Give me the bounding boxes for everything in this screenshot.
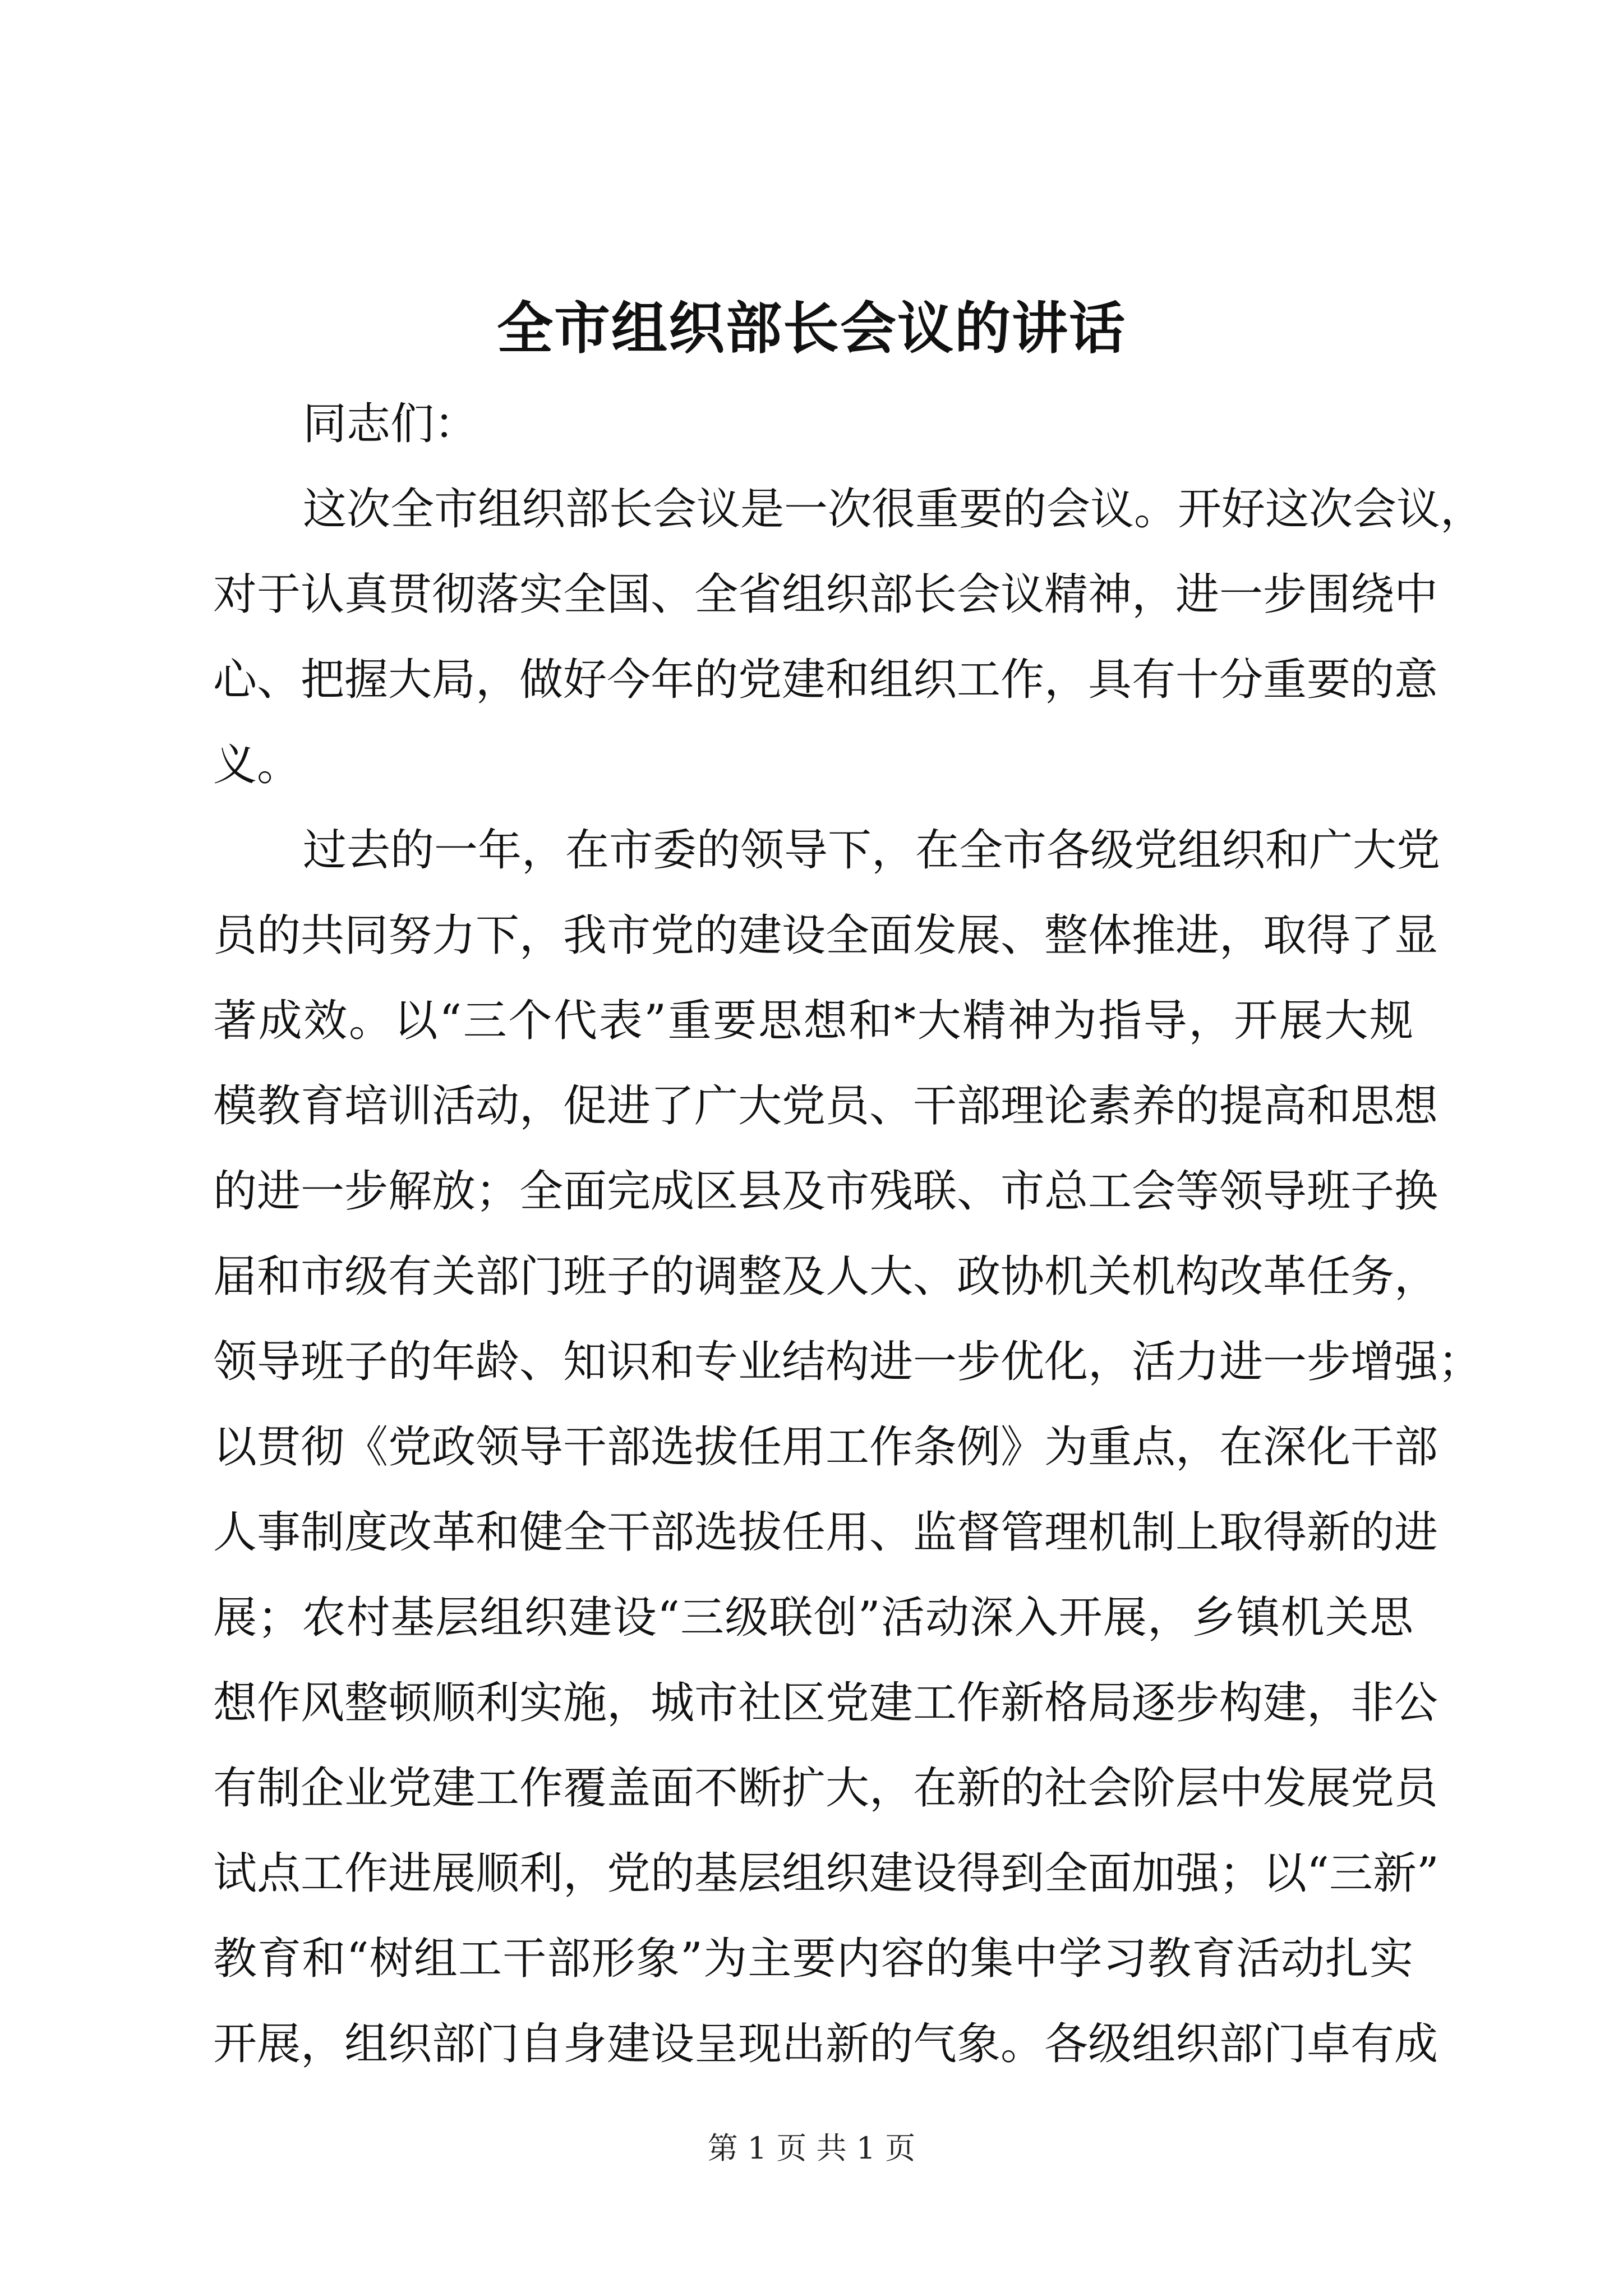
body-line: 人事制度改革和健全干部选拔任用、监督管理机制上取得新的进	[213, 1507, 1438, 1558]
body-line: 届和市级有关部门班子的调整及人大、政协机关机构改革任务，	[213, 1251, 1438, 1302]
body-line: 这次全市组织部长会议是一次很重要的会议。开好这次会议，	[303, 484, 1484, 535]
body-line: 试点工作进展顺利，党的基层组织建设得到全面加强；以“三新”	[213, 1848, 1439, 1899]
body-line: 义。	[213, 740, 301, 790]
page-number-label: 第 1 页 共 1 页	[707, 2131, 916, 2166]
page-footer	[0, 2129, 1623, 2168]
body-line: 心、把握大局，做好今年的党建和组织工作，具有十分重要的意	[213, 655, 1438, 705]
body-line: 过去的一年，在市委的领导下，在全市各级党组织和广大党	[303, 825, 1441, 876]
salutation-line: 同志们：	[303, 399, 478, 449]
body-line: 员的共同努力下，我市党的建设全面发展、整体推进，取得了显	[213, 910, 1438, 961]
body-line: 著成效。以“三个代表”重要思想和*大精神为指导，开展大规	[213, 996, 1413, 1046]
body-line: 的进一步解放；全面完成区县及市残联、市总工会等领导班子换	[213, 1166, 1438, 1217]
body-line: 领导班子的年龄、知识和专业结构进一步优化，活力进一步增强；	[213, 1337, 1482, 1387]
body-line: 想作风整顿顺利实施，城市社区党建工作新格局逐步构建，非公	[213, 1678, 1438, 1728]
body-line: 教育和“树组工干部形象”为主要内容的集中学习教育活动扎实	[213, 1934, 1413, 1984]
body-line: 展；农村基层组织建设“三级联创”活动深入开展，乡镇机关思	[213, 1593, 1413, 1643]
body-line: 对于认真贯彻落实全国、全省组织部长会议精神，进一步围绕中	[213, 569, 1438, 620]
body-line: 模教育培训活动，促进了广大党员、干部理论素养的提高和思想	[213, 1081, 1438, 1131]
body-line: 以贯彻《党政领导干部选拔任用工作条例》为重点，在深化干部	[213, 1422, 1438, 1473]
body-line: 有制企业党建工作覆盖面不断扩大，在新的社会阶层中发展党员	[213, 1763, 1438, 1814]
document-title: 全市组织部长会议的讲话	[497, 295, 1126, 361]
body-line: 开展，组织部门自身建设呈现出新的气象。各级组织部门卓有成	[213, 2019, 1438, 2069]
document-body	[213, 381, 1484, 2087]
